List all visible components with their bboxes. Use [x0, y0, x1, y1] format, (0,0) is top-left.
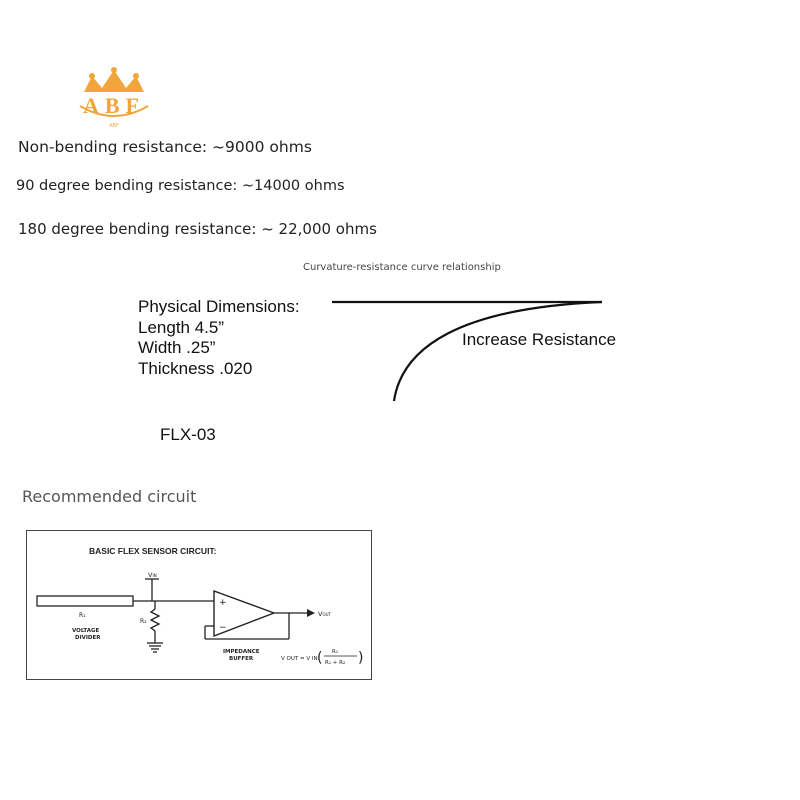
spec-non-bending: Non-bending resistance: ~9000 ohms	[18, 138, 312, 156]
dims-length: Length 4.5”	[138, 317, 225, 337]
svg-text:(: (	[317, 650, 323, 666]
op-amp-minus: −	[219, 623, 227, 633]
resistor-r2	[151, 609, 159, 631]
curve-title: Curvature-resistance curve relationship	[303, 262, 501, 273]
voltage-divider-label-1: VOLTAGE	[72, 628, 100, 634]
increase-resistance-label: Increase Resistance	[462, 330, 617, 349]
physical-dimensions	[138, 297, 300, 379]
ground-icon	[147, 643, 163, 652]
r1-label: R₁	[79, 612, 86, 619]
flex-sensor-r1	[37, 596, 133, 606]
op-amp-plus: +	[219, 598, 227, 608]
bent-sensor-curve	[394, 302, 602, 401]
vout-label: VOUT	[318, 610, 331, 618]
spec-180-degree: 180 degree bending resistance: ~ 22,000 ohms	[18, 220, 377, 238]
voltage-divider-label-2: DIVIDER	[75, 635, 101, 641]
vin-label: VIN	[148, 571, 157, 579]
dims-thickness: Thickness .020	[138, 358, 253, 378]
impedance-buffer-label-2: BUFFER	[229, 656, 254, 662]
recommended-circuit-heading: Recommended circuit	[22, 487, 197, 506]
arrow-icon	[307, 609, 315, 617]
formula-denominator: R₁ + R₂	[325, 660, 346, 666]
circuit-title: BASIC FLEX SENSOR CIRCUIT:	[89, 546, 217, 556]
dims-heading: Physical Dimensions:	[138, 297, 300, 316]
dims-width: Width .25”	[138, 338, 216, 357]
logo-text: ABF	[83, 93, 145, 118]
formula-left: V OUT = V IN	[281, 656, 318, 662]
circuit-diagram	[26, 530, 372, 680]
formula-numerator: R₁	[332, 649, 339, 655]
spec-90-degree: 90 degree bending resistance: ~14000 ohms	[16, 178, 345, 194]
crown-icon	[74, 66, 154, 136]
svg-text:): )	[358, 650, 364, 666]
logo-subtext: ABF	[109, 123, 119, 129]
r2-label: R₂	[140, 618, 147, 625]
model-number: FLX-03	[160, 425, 216, 444]
abf-logo	[74, 66, 154, 136]
impedance-buffer-label-1: IMPEDANCE	[223, 649, 260, 655]
